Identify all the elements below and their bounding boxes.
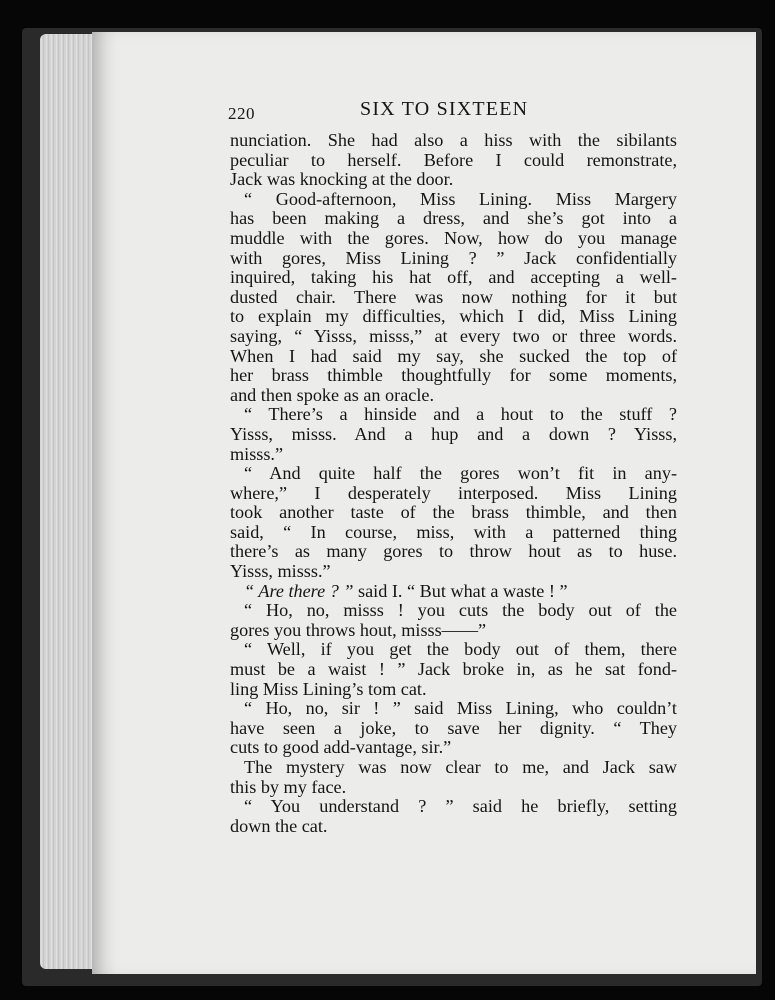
page-number: 220: [228, 104, 255, 123]
text-line: “ Well, if you get the body out of them, there: [244, 639, 677, 660]
italic-phrase: “ Are there ? ”: [244, 580, 354, 601]
text-line: must be a waist ! ” Jack broke in, as he sat fond-: [230, 659, 677, 680]
text-line: When I had said my say, she sucked the top of: [230, 345, 677, 366]
text-line: “ Are there ? ” said I. “ But what a waste ! ”: [244, 580, 568, 601]
text-line: Jack was knocking at the door.: [230, 169, 454, 190]
text-line: Yisss, misss.”: [230, 561, 331, 582]
text-line: there’s as many gores to throw hout as to huse.: [230, 541, 677, 562]
text-line: have seen a joke, to save her dignity. “ They: [230, 717, 677, 738]
body-text: [230, 131, 677, 836]
text-line: peculiar to herself. Before I could remonstrate,: [230, 149, 677, 170]
page-stack-edges: [40, 34, 100, 969]
text-line: said, “ In course, miss, with a patterned thing: [230, 521, 677, 542]
text-line: this by my face.: [230, 776, 347, 797]
text-line: and then spoke as an oracle.: [230, 384, 435, 405]
text-line: “ And quite half the gores won’t fit in any-: [244, 463, 677, 484]
text-line: nunciation. She had also a hiss with the sibilants: [230, 130, 677, 150]
text-line: ling Miss Lining’s tom cat.: [230, 678, 427, 699]
text-line: with gores, Miss Lining ? ” Jack confidentially: [230, 247, 677, 268]
text-line: “ There’s a hinside and a hout to the stuff ?: [244, 404, 677, 425]
text-line: took another taste of the brass thimble, and then: [230, 502, 677, 523]
text-line: “ Ho, no, sir ! ” said Miss Lining, who couldn’t: [244, 698, 677, 719]
text-line: misss.”: [230, 443, 284, 464]
running-title: SIX TO SIXTEEN: [360, 98, 529, 120]
page-header: [228, 96, 678, 126]
text-line: down the cat.: [230, 815, 328, 836]
text-line: The mystery was now clear to me, and Jack saw: [244, 757, 677, 777]
text-line: Yisss, misss. And a hup and a down ? Yisss,: [230, 423, 677, 444]
text-line: to explain my difficulties, which I did, Miss Lining: [230, 306, 677, 327]
text-line: inquired, taking his hat off, and accepting a well-: [230, 267, 677, 288]
text-line: “ Good-afternoon, Miss Lining. Miss Margery: [244, 188, 677, 209]
text-line: dusted chair. There was now nothing for it but: [230, 286, 677, 307]
text-line: “ Ho, no, misss ! you cuts the body out of the: [244, 600, 677, 621]
text-line: where,” I desperately interposed. Miss Lining: [230, 482, 677, 503]
text-line: saying, “ Yisss, misss,” at every two or three words.: [230, 325, 677, 346]
text-line: gores you throws hout, misss——”: [230, 619, 487, 640]
text-line: muddle with the gores. Now, how do you manage: [230, 227, 677, 248]
text-line: cuts to good add-vantage, sir.”: [230, 737, 452, 758]
text-line: has been making a dress, and she’s got into a: [230, 208, 677, 229]
text-line: “ You understand ? ” said he briefly, setting: [244, 796, 677, 817]
text-line: her brass thimble thoughtfully for some moments,: [230, 365, 677, 386]
